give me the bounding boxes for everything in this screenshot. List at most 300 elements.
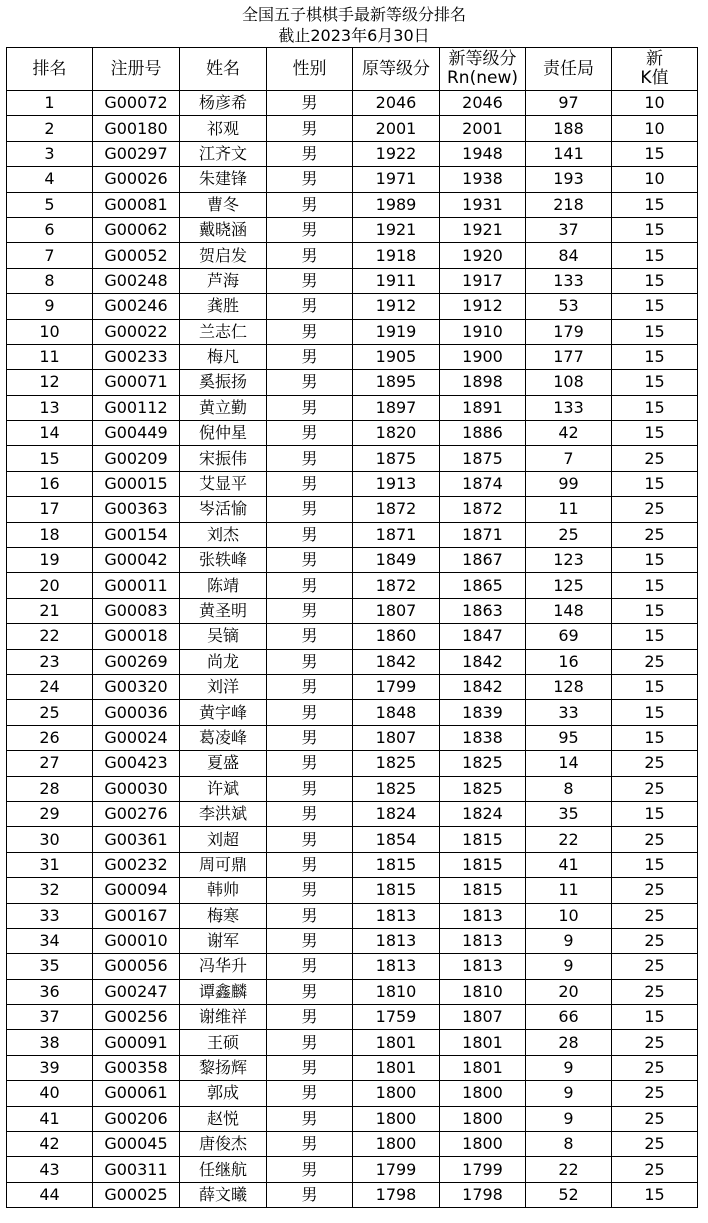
cell-gender: 男 xyxy=(267,167,353,192)
cell-k-value: 25 xyxy=(612,751,698,776)
cell-old-rating: 1800 xyxy=(353,1106,440,1131)
cell-new-rating: 1938 xyxy=(440,167,526,192)
cell-old-rating: 1800 xyxy=(353,1081,440,1106)
cell-name: 戴晓涵 xyxy=(180,217,267,242)
cell-k-value: 25 xyxy=(612,1055,698,1080)
cell-new-rating: 1799 xyxy=(440,1157,526,1182)
cell-old-rating: 1911 xyxy=(353,268,440,293)
cell-rank: 5 xyxy=(7,192,93,217)
table-row xyxy=(7,1055,698,1080)
table-row xyxy=(7,1182,698,1207)
cell-name: 兰志仁 xyxy=(180,319,267,344)
cell-old-rating: 1807 xyxy=(353,725,440,750)
table-row xyxy=(7,827,698,852)
cell-new-rating: 1872 xyxy=(440,497,526,522)
cell-k-value: 15 xyxy=(612,344,698,369)
cell-reg-no: G00248 xyxy=(93,268,180,293)
cell-new-rating: 1839 xyxy=(440,700,526,725)
cell-k-value: 25 xyxy=(612,1030,698,1055)
cell-k-value: 15 xyxy=(612,395,698,420)
cell-k-value: 15 xyxy=(612,700,698,725)
cell-gender: 男 xyxy=(267,751,353,776)
cell-gender: 男 xyxy=(267,192,353,217)
cell-rank: 9 xyxy=(7,294,93,319)
cell-games: 84 xyxy=(526,243,612,268)
cell-k-value: 25 xyxy=(612,776,698,801)
cell-reg-no: G00094 xyxy=(93,878,180,903)
cell-name: 谢维祥 xyxy=(180,1005,267,1030)
cell-rank: 7 xyxy=(7,243,93,268)
cell-rank: 14 xyxy=(7,421,93,446)
cell-reg-no: G00232 xyxy=(93,852,180,877)
cell-reg-no: G00361 xyxy=(93,827,180,852)
cell-k-value: 15 xyxy=(612,801,698,826)
cell-gender: 男 xyxy=(267,598,353,623)
cell-gender: 男 xyxy=(267,395,353,420)
table-row xyxy=(7,979,698,1004)
cell-k-value: 15 xyxy=(612,573,698,598)
cell-new-rating: 1886 xyxy=(440,421,526,446)
header-new-rating-line2: Rn(new) xyxy=(447,68,518,88)
cell-gender: 男 xyxy=(267,1132,353,1157)
cell-name: 江齐文 xyxy=(180,141,267,166)
table-row xyxy=(7,116,698,141)
cell-reg-no: G00449 xyxy=(93,421,180,446)
cell-rank: 17 xyxy=(7,497,93,522)
table-row xyxy=(7,319,698,344)
cell-new-rating: 1898 xyxy=(440,370,526,395)
cell-old-rating: 1921 xyxy=(353,217,440,242)
cell-old-rating: 1825 xyxy=(353,776,440,801)
cell-games: 125 xyxy=(526,573,612,598)
cell-games: 25 xyxy=(526,522,612,547)
cell-new-rating: 1931 xyxy=(440,192,526,217)
cell-gender: 男 xyxy=(267,928,353,953)
cell-games: 9 xyxy=(526,954,612,979)
cell-rank: 37 xyxy=(7,1005,93,1030)
cell-games: 28 xyxy=(526,1030,612,1055)
cell-name: 祁观 xyxy=(180,116,267,141)
cell-reg-no: G00180 xyxy=(93,116,180,141)
cell-rank: 19 xyxy=(7,548,93,573)
cell-rank: 18 xyxy=(7,522,93,547)
cell-old-rating: 1922 xyxy=(353,141,440,166)
cell-gender: 男 xyxy=(267,1081,353,1106)
cell-gender: 男 xyxy=(267,903,353,928)
cell-new-rating: 1801 xyxy=(440,1030,526,1055)
cell-reg-no: G00269 xyxy=(93,649,180,674)
cell-old-rating: 1799 xyxy=(353,1157,440,1182)
cell-games: 141 xyxy=(526,141,612,166)
cell-new-rating: 1813 xyxy=(440,928,526,953)
cell-gender: 男 xyxy=(267,1055,353,1080)
cell-games: 22 xyxy=(526,827,612,852)
cell-reg-no: G00081 xyxy=(93,192,180,217)
cell-games: 53 xyxy=(526,294,612,319)
cell-gender: 男 xyxy=(267,116,353,141)
cell-reg-no: G00247 xyxy=(93,979,180,1004)
cell-rank: 21 xyxy=(7,598,93,623)
cell-games: 7 xyxy=(526,446,612,471)
cell-new-rating: 1800 xyxy=(440,1132,526,1157)
cell-reg-no: G00083 xyxy=(93,598,180,623)
cell-games: 66 xyxy=(526,1005,612,1030)
cell-rank: 2 xyxy=(7,116,93,141)
cell-new-rating: 1815 xyxy=(440,878,526,903)
cell-new-rating: 1871 xyxy=(440,522,526,547)
cell-games: 22 xyxy=(526,1157,612,1182)
cell-name: 刘杰 xyxy=(180,522,267,547)
cell-rank: 44 xyxy=(7,1182,93,1207)
cell-games: 11 xyxy=(526,497,612,522)
cell-rank: 26 xyxy=(7,725,93,750)
cell-name: 梅寒 xyxy=(180,903,267,928)
table-row xyxy=(7,1005,698,1030)
cell-reg-no: G00209 xyxy=(93,446,180,471)
table-row xyxy=(7,878,698,903)
cell-gender: 男 xyxy=(267,700,353,725)
cell-old-rating: 1918 xyxy=(353,243,440,268)
table-row xyxy=(7,954,698,979)
cell-old-rating: 1801 xyxy=(353,1055,440,1080)
cell-gender: 男 xyxy=(267,1005,353,1030)
cell-name: 许斌 xyxy=(180,776,267,801)
cell-rank: 31 xyxy=(7,852,93,877)
cell-k-value: 15 xyxy=(612,548,698,573)
cell-new-rating: 1867 xyxy=(440,548,526,573)
table-row xyxy=(7,1081,698,1106)
cell-rank: 15 xyxy=(7,446,93,471)
cell-games: 8 xyxy=(526,1132,612,1157)
cell-rank: 23 xyxy=(7,649,93,674)
cell-gender: 男 xyxy=(267,1182,353,1207)
cell-gender: 男 xyxy=(267,954,353,979)
table-row xyxy=(7,294,698,319)
cell-rank: 43 xyxy=(7,1157,93,1182)
cell-games: 177 xyxy=(526,344,612,369)
document-title: 全国五子棋棋手最新等级分排名 xyxy=(241,5,466,24)
cell-old-rating: 1813 xyxy=(353,928,440,953)
cell-new-rating: 1815 xyxy=(440,852,526,877)
table-row xyxy=(7,903,698,928)
cell-name: 奚振扬 xyxy=(180,370,267,395)
cell-name: 朱建锋 xyxy=(180,167,267,192)
cell-k-value: 25 xyxy=(612,446,698,471)
cell-games: 133 xyxy=(526,268,612,293)
header-rank: 排名 xyxy=(7,48,93,91)
cell-old-rating: 1813 xyxy=(353,954,440,979)
cell-gender: 男 xyxy=(267,141,353,166)
cell-k-value: 25 xyxy=(612,497,698,522)
cell-k-value: 15 xyxy=(612,725,698,750)
table-row xyxy=(7,725,698,750)
header-new-rating-line1: 新等级分 xyxy=(448,49,517,69)
cell-name: 芦海 xyxy=(180,268,267,293)
table-row xyxy=(7,344,698,369)
cell-old-rating: 1905 xyxy=(353,344,440,369)
cell-new-rating: 1847 xyxy=(440,624,526,649)
cell-games: 37 xyxy=(526,217,612,242)
header-new-rating xyxy=(440,48,526,91)
cell-old-rating: 1807 xyxy=(353,598,440,623)
cell-k-value: 25 xyxy=(612,954,698,979)
cell-old-rating: 1842 xyxy=(353,649,440,674)
cell-games: 95 xyxy=(526,725,612,750)
cell-games: 123 xyxy=(526,548,612,573)
cell-rank: 8 xyxy=(7,268,93,293)
table-row xyxy=(7,776,698,801)
table-row xyxy=(7,471,698,496)
cell-reg-no: G00062 xyxy=(93,217,180,242)
cell-name: 郭成 xyxy=(180,1081,267,1106)
table-row xyxy=(7,751,698,776)
cell-gender: 男 xyxy=(267,91,353,116)
header-old-rating: 原等级分 xyxy=(353,48,440,91)
cell-k-value: 10 xyxy=(612,116,698,141)
cell-games: 42 xyxy=(526,421,612,446)
cell-old-rating: 1801 xyxy=(353,1030,440,1055)
cell-reg-no: G00018 xyxy=(93,624,180,649)
cell-rank: 4 xyxy=(7,167,93,192)
cell-k-value: 10 xyxy=(612,167,698,192)
cell-name: 黎扬辉 xyxy=(180,1055,267,1080)
cell-reg-no: G00091 xyxy=(93,1030,180,1055)
cell-k-value: 15 xyxy=(612,1182,698,1207)
table-row xyxy=(7,141,698,166)
table-row xyxy=(7,649,698,674)
cell-reg-no: G00320 xyxy=(93,674,180,699)
cell-reg-no: G00025 xyxy=(93,1182,180,1207)
cell-k-value: 25 xyxy=(612,878,698,903)
cell-reg-no: G00072 xyxy=(93,91,180,116)
cell-gender: 男 xyxy=(267,776,353,801)
cell-games: 35 xyxy=(526,801,612,826)
cell-reg-no: G00112 xyxy=(93,395,180,420)
cell-gender: 男 xyxy=(267,421,353,446)
cell-new-rating: 1815 xyxy=(440,827,526,852)
cell-reg-no: G00154 xyxy=(93,522,180,547)
cell-k-value: 15 xyxy=(612,598,698,623)
header-games: 责任局 xyxy=(526,48,612,91)
cell-name: 葛凌峰 xyxy=(180,725,267,750)
cell-rank: 6 xyxy=(7,217,93,242)
cell-gender: 男 xyxy=(267,852,353,877)
cell-reg-no: G00061 xyxy=(93,1081,180,1106)
cell-reg-no: G00045 xyxy=(93,1132,180,1157)
table-row xyxy=(7,674,698,699)
cell-new-rating: 1912 xyxy=(440,294,526,319)
cell-reg-no: G00024 xyxy=(93,725,180,750)
cell-games: 10 xyxy=(526,903,612,928)
cell-old-rating: 1820 xyxy=(353,421,440,446)
cell-name: 黄立勤 xyxy=(180,395,267,420)
cell-k-value: 15 xyxy=(612,370,698,395)
cell-games: 33 xyxy=(526,700,612,725)
cell-k-value: 25 xyxy=(612,903,698,928)
cell-k-value: 15 xyxy=(612,268,698,293)
cell-k-value: 15 xyxy=(612,141,698,166)
cell-old-rating: 1825 xyxy=(353,751,440,776)
table-row xyxy=(7,548,698,573)
cell-rank: 33 xyxy=(7,903,93,928)
cell-rank: 32 xyxy=(7,878,93,903)
header-k-line1: 新 xyxy=(646,49,663,69)
cell-old-rating: 1848 xyxy=(353,700,440,725)
cell-new-rating: 1865 xyxy=(440,573,526,598)
cell-name: 龚胜 xyxy=(180,294,267,319)
cell-gender: 男 xyxy=(267,243,353,268)
table-row xyxy=(7,268,698,293)
cell-rank: 12 xyxy=(7,370,93,395)
table-row xyxy=(7,370,698,395)
cell-rank: 30 xyxy=(7,827,93,852)
cell-games: 99 xyxy=(526,471,612,496)
cell-old-rating: 1798 xyxy=(353,1182,440,1207)
cell-reg-no: G00036 xyxy=(93,700,180,725)
cell-k-value: 15 xyxy=(612,1005,698,1030)
cell-games: 8 xyxy=(526,776,612,801)
cell-gender: 男 xyxy=(267,827,353,852)
cell-gender: 男 xyxy=(267,548,353,573)
cell-name: 周可鼎 xyxy=(180,852,267,877)
cell-reg-no: G00052 xyxy=(93,243,180,268)
cell-reg-no: G00233 xyxy=(93,344,180,369)
cell-new-rating: 1800 xyxy=(440,1081,526,1106)
cell-new-rating: 1838 xyxy=(440,725,526,750)
cell-rank: 22 xyxy=(7,624,93,649)
cell-name: 刘超 xyxy=(180,827,267,852)
cell-old-rating: 1799 xyxy=(353,674,440,699)
cell-new-rating: 1807 xyxy=(440,1005,526,1030)
cell-reg-no: G00256 xyxy=(93,1005,180,1030)
cell-new-rating: 1917 xyxy=(440,268,526,293)
table-row xyxy=(7,91,698,116)
cell-new-rating: 1921 xyxy=(440,217,526,242)
cell-rank: 28 xyxy=(7,776,93,801)
table-row xyxy=(7,192,698,217)
table-row xyxy=(7,167,698,192)
cell-gender: 男 xyxy=(267,1106,353,1131)
table-row xyxy=(7,522,698,547)
cell-games: 179 xyxy=(526,319,612,344)
table-row xyxy=(7,446,698,471)
cell-gender: 男 xyxy=(267,649,353,674)
cell-name: 梅凡 xyxy=(180,344,267,369)
cell-reg-no: G00206 xyxy=(93,1106,180,1131)
cell-games: 69 xyxy=(526,624,612,649)
header-gender: 性别 xyxy=(267,48,353,91)
cell-new-rating: 1824 xyxy=(440,801,526,826)
table-row xyxy=(7,598,698,623)
cell-name: 陈靖 xyxy=(180,573,267,598)
ranking-table xyxy=(6,47,698,1208)
cell-old-rating: 1854 xyxy=(353,827,440,852)
cell-games: 9 xyxy=(526,1106,612,1131)
cell-gender: 男 xyxy=(267,1157,353,1182)
table-header-row xyxy=(7,48,698,91)
cell-old-rating: 1871 xyxy=(353,522,440,547)
cell-new-rating: 1842 xyxy=(440,649,526,674)
cell-k-value: 25 xyxy=(612,1106,698,1131)
cell-name: 艾显平 xyxy=(180,471,267,496)
cell-reg-no: G00276 xyxy=(93,801,180,826)
cell-k-value: 25 xyxy=(612,928,698,953)
cell-name: 曹冬 xyxy=(180,192,267,217)
cell-k-value: 25 xyxy=(612,827,698,852)
cell-games: 148 xyxy=(526,598,612,623)
cell-name: 谢军 xyxy=(180,928,267,953)
cell-new-rating: 1825 xyxy=(440,751,526,776)
cell-rank: 1 xyxy=(7,91,93,116)
cell-reg-no: G00010 xyxy=(93,928,180,953)
cell-games: 97 xyxy=(526,91,612,116)
cell-old-rating: 1759 xyxy=(353,1005,440,1030)
cell-new-rating: 1874 xyxy=(440,471,526,496)
cell-gender: 男 xyxy=(267,522,353,547)
document-subtitle: 截止2023年6月30日 xyxy=(278,26,430,45)
cell-new-rating: 2001 xyxy=(440,116,526,141)
cell-k-value: 15 xyxy=(612,243,698,268)
cell-old-rating: 1810 xyxy=(353,979,440,1004)
cell-games: 20 xyxy=(526,979,612,1004)
cell-new-rating: 1948 xyxy=(440,141,526,166)
table-row xyxy=(7,928,698,953)
cell-gender: 男 xyxy=(267,801,353,826)
cell-games: 9 xyxy=(526,1055,612,1080)
cell-old-rating: 1872 xyxy=(353,573,440,598)
cell-rank: 13 xyxy=(7,395,93,420)
cell-new-rating: 1800 xyxy=(440,1106,526,1131)
cell-k-value: 15 xyxy=(612,217,698,242)
cell-reg-no: G00056 xyxy=(93,954,180,979)
cell-reg-no: G00015 xyxy=(93,471,180,496)
cell-k-value: 25 xyxy=(612,1132,698,1157)
table-row xyxy=(7,1106,698,1131)
cell-k-value: 15 xyxy=(612,471,698,496)
cell-old-rating: 1913 xyxy=(353,471,440,496)
cell-new-rating: 1920 xyxy=(440,243,526,268)
cell-gender: 男 xyxy=(267,878,353,903)
cell-name: 张轶峰 xyxy=(180,548,267,573)
cell-name: 岑活愉 xyxy=(180,497,267,522)
cell-old-rating: 1912 xyxy=(353,294,440,319)
table-row xyxy=(7,421,698,446)
cell-rank: 29 xyxy=(7,801,93,826)
cell-games: 108 xyxy=(526,370,612,395)
cell-name: 李洪斌 xyxy=(180,801,267,826)
cell-k-value: 25 xyxy=(612,522,698,547)
cell-games: 193 xyxy=(526,167,612,192)
table-row xyxy=(7,624,698,649)
cell-new-rating: 1801 xyxy=(440,1055,526,1080)
cell-k-value: 25 xyxy=(612,979,698,1004)
table-row xyxy=(7,852,698,877)
cell-new-rating: 2046 xyxy=(440,91,526,116)
cell-reg-no: G00022 xyxy=(93,319,180,344)
table-body xyxy=(7,91,698,1208)
cell-old-rating: 1895 xyxy=(353,370,440,395)
cell-old-rating: 1971 xyxy=(353,167,440,192)
cell-name: 韩帅 xyxy=(180,878,267,903)
cell-reg-no: G00246 xyxy=(93,294,180,319)
cell-k-value: 15 xyxy=(612,294,698,319)
cell-reg-no: G00358 xyxy=(93,1055,180,1080)
table-row xyxy=(7,700,698,725)
cell-gender: 男 xyxy=(267,294,353,319)
cell-old-rating: 1919 xyxy=(353,319,440,344)
cell-gender: 男 xyxy=(267,725,353,750)
cell-name: 尚龙 xyxy=(180,649,267,674)
